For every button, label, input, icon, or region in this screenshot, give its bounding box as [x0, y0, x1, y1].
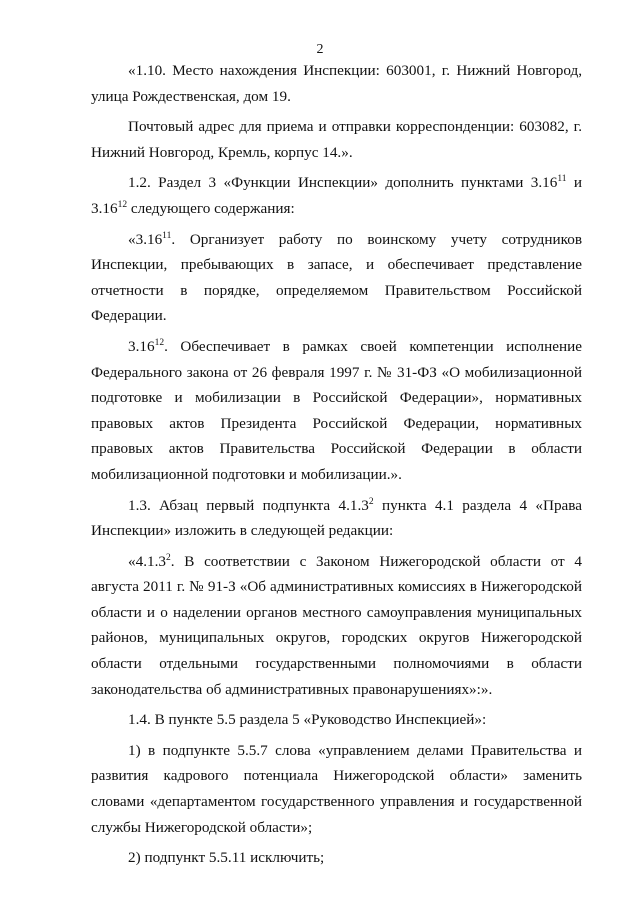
- paragraph: [91, 707, 582, 733]
- text-run: «4.1.3: [128, 552, 166, 570]
- paragraph: [91, 227, 582, 329]
- text-run: . В соответствии с Законом Нижегородской области от 4 августа 2011 г. № 91-З «Об административных комиссиях в Нижегородской области и о наделении органов местного самоуправления муниципальных районов, муниципальных округов, городских округов Нижегородской области отдельными государственными полномочиями в области законодательства об административных правонарушениях»:».: [91, 552, 582, 698]
- paragraph: [91, 738, 582, 840]
- superscript: 11: [162, 230, 172, 241]
- superscript: 12: [154, 337, 165, 348]
- text-run: 2) подпункт 5.5.11 исключить;: [128, 849, 325, 867]
- paragraph: [91, 493, 582, 544]
- paragraph: [91, 114, 582, 165]
- text-run: . Обеспечивает в рамках своей компетенции исполнение Федерального закона от 26 февраля 1997 г. № 31-ФЗ «О мобилизационной подготовке и мобилизации в Российской Федерации», нормативных правовых актов Президента Российской Федерации, нормативных правовых актов Правительства Российской Федерации в области мобилизационной подготовки и мобилизации.».: [91, 337, 582, 483]
- text-run: 3.16: [128, 337, 155, 355]
- text-run: пункта 4.1 раздела 4 «Права Инспекции» изложить в следующей редакции:: [91, 496, 583, 540]
- superscript: 11: [557, 174, 567, 185]
- superscript: 12: [117, 199, 128, 210]
- text-run: и 3.16: [91, 174, 582, 217]
- document-body: [91, 58, 582, 871]
- paragraph: [91, 334, 582, 488]
- superscript: 2: [165, 552, 171, 563]
- text-run: Почтовый адрес для приема и отправки корреспонденции: 603082, г. Нижний Новгород, Кремль, корпус 14.».: [91, 118, 582, 161]
- paragraph: [91, 170, 582, 221]
- superscript: 2: [368, 496, 374, 507]
- text-run: 1) в подпункте 5.5.7 слова «управлением делами Правительства и развития кадрового потенциала Нижегородской области» заменить словами «департаментом государственного управления и государственной службы Нижегородской области»;: [91, 741, 582, 836]
- text-run: 1.2. Раздел 3 «Функции Инспекции» дополнить пунктами 3.16: [128, 174, 558, 192]
- text-run: «3.16: [128, 230, 163, 248]
- text-run: . Организует работу по воинскому учету сотрудников Инспекции, пребывающих в запасе, и обеспечивает представление отчетности в порядке, определяемом Правительством Российской Федерации.: [91, 230, 582, 325]
- paragraph: [91, 58, 582, 109]
- paragraph: [91, 549, 582, 703]
- page-number: 2: [316, 42, 324, 57]
- text-run: 1.4. В пункте 5.5 раздела 5 «Руководство Инспекцией»:: [128, 711, 487, 729]
- text-run: «1.10. Место нахождения Инспекции: 603001, г. Нижний Новгород, улица Рождественская, дом 19.: [91, 62, 582, 105]
- paragraph: [91, 845, 582, 871]
- text-run: 1.3. Абзац первый подпункта 4.1.3: [128, 496, 369, 514]
- text-run: следующего содержания:: [127, 199, 295, 217]
